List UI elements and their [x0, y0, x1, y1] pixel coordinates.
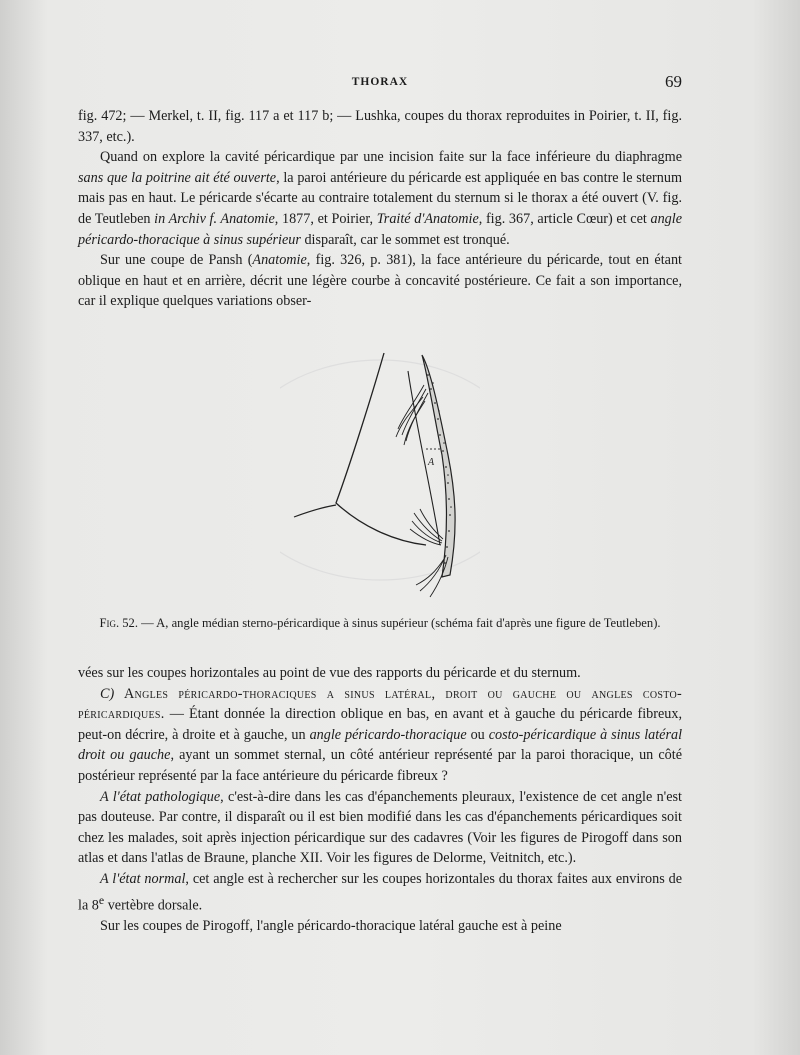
running-head — [78, 74, 682, 96]
thoracic-wall-lower-line — [294, 505, 336, 517]
running-title: THORAX — [351, 76, 409, 88]
figure-caption-text: — A, angle médian sterno-péricardique à sinus supérieur (schéma fait d'après une figure de Teutleben). — [137, 616, 661, 630]
figure-52 — [280, 345, 480, 605]
paragraph-continuation: vées sur les coupes horizontales au point de vue des rapports du péricarde et du sternum. — [78, 665, 581, 681]
top-text-block — [78, 106, 682, 312]
angle-label: A — [428, 457, 435, 468]
thoracic-wall-outline — [336, 353, 426, 545]
sterno-pericardial-diagram — [280, 345, 480, 605]
page-number: 69 — [665, 72, 682, 91]
figure-label: Fig. 52. — [99, 616, 138, 630]
paragraph-pansh-section: Sur une coupe de Pansh (Anatomie, fig. 326, p. 381), la face antérieure du péricarde, tout en étant oblique en haut et en arrière, décrit une légère courbe à concavité postérieure. Ce fait a son importance, car il explique quelques variations obser- — [78, 252, 682, 310]
paragraph-pirogoff-sections: Sur les coupes de Pirogoff, l'angle péricardo-thoracique latéral gauche est à peine — [100, 917, 562, 934]
lower-ligament-fibers — [410, 509, 443, 545]
paragraph-references: fig. 472; — Merkel, t. II, fig. 117 a et 117 b; — Lushka, coupes du thorax reproduites in Poirier, t. II, fig. 337, etc.). — [78, 108, 682, 145]
paragraph-normal-state: A l'état normal, cet angle est à rechercher sur les coupes horizontales du thorax faites aux environs de la 8e vertèbre dorsale. — [78, 870, 682, 914]
sternum-band — [422, 355, 455, 577]
paragraph-costo-pericardial-angles: C) Angles péricardo-thoraciques a sinus latéral, droit ou gauche ou angles costo-péricardiques. — Étant donnée la direction oblique en bas, en avant et à gauche du péricarde fibreux, peut-on décrire, à droite et à gauche, un angle péricardo-thoracique ou costo-péricardique à sinus latéral droit ou gauche, ayant un sommet sternal, un côté antérieur représenté par la paroi thoracique, un côté postérieur représenté par la face antérieure du péricarde fibreux ? — [78, 685, 683, 784]
paragraph-pericardial-cavity: Quand on explore la cavité péricardique par une incision faite sur la face inférieure du diaphragme sans que la poitrine ait été ouverte, la paroi antérieure du péricarde est appliquée en bas contre le sternum mais pas en haut. Le péricarde s'écarte au contraire totalement du sternum si le thorax a été ouvert (V. fig. de Teutleben in Archiv f. Anatomie, 1877, et Poirier, Traité d'Anatomie, fig. 367, article Cœur) et cet angle péricardo-thoracique à sinus supérieur disparaît, car le sommet est tronqué. — [78, 149, 682, 248]
bottom-text-block — [78, 663, 682, 936]
paragraph-pathological-state: A l'état pathologique, c'est-à-dire dans les cas d'épanchements pleuraux, l'existence de cet angle n'est pas douteuse. Par contre, il disparaît ou il est bien modifié dans les cas d'épanchements péricardiques soit chez les malades, soit après injection péricardique sur des cadavres (Voir les figures de Pirogoff dans son atlas et dans l'atlas de Braune, planche XII. Voir les figures de Delorme, Veitnitch, etc.). — [78, 788, 682, 867]
figure-caption — [90, 614, 670, 632]
